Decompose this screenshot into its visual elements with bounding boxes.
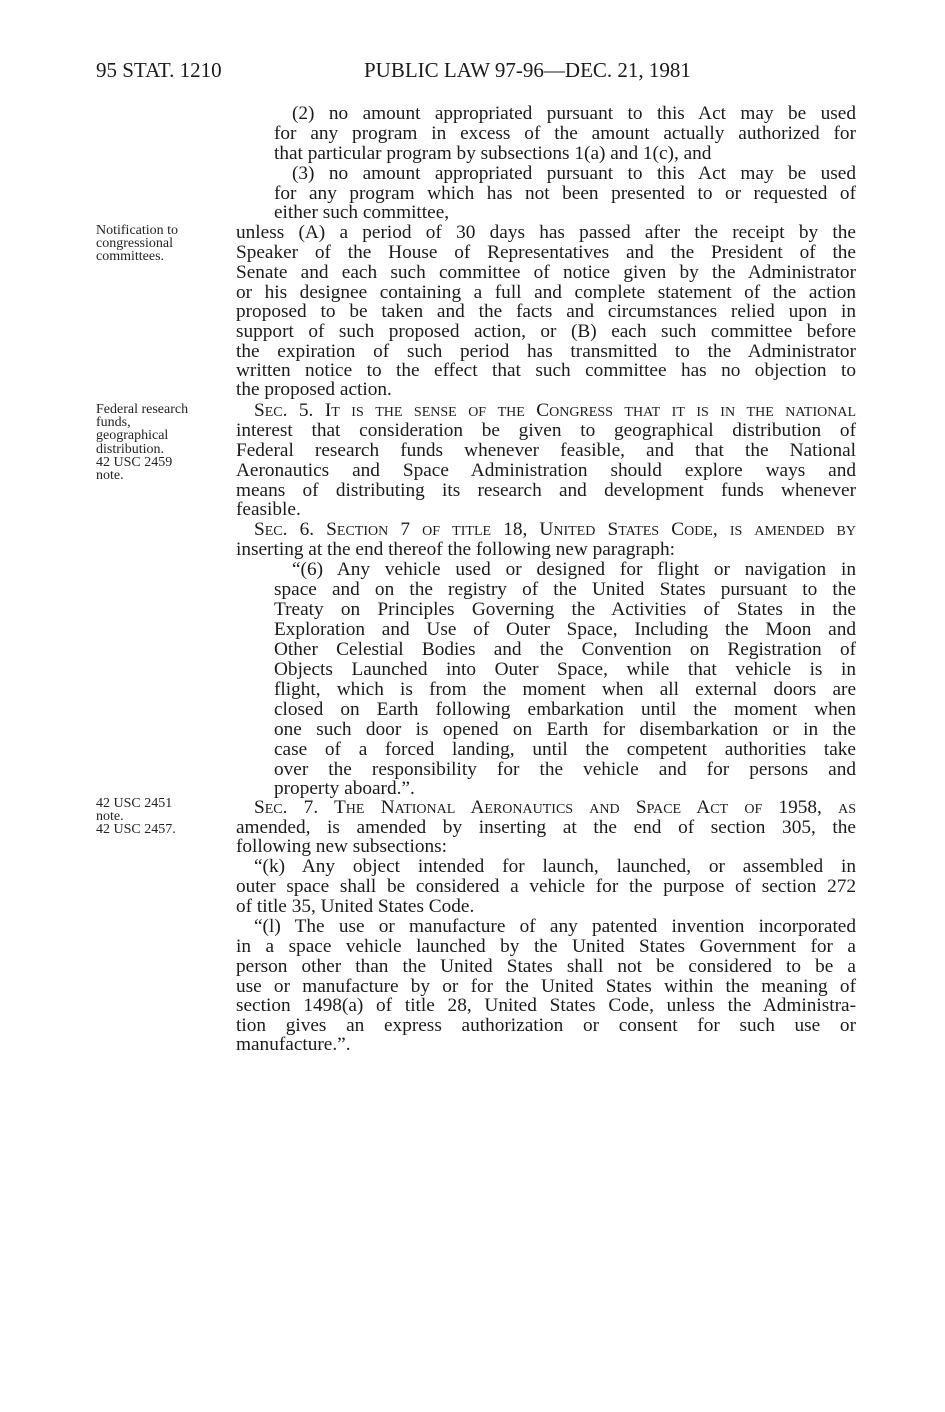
body-line: or his designee containing a full and complete statement of the action [236,282,856,303]
section-6-line: Sec. 6. Section 7 of title 18, United States Code, is amended by [254,519,856,540]
body-line: section 1498(a) of title 28, United States Code, unless the Administra- [236,995,856,1016]
body-line: interest that consideration be given to geographical distribution of [236,420,856,441]
body-line: closed on Earth following embarkation until the moment when [274,699,856,720]
body-line: means of distributing its research and development funds whenever [236,480,856,501]
body-line: feasible. [236,499,301,520]
margin-note-notification [96,224,226,264]
statute-page-number: 95 STAT. 1210 [96,58,222,82]
body-line: either such committee, [274,202,450,223]
body-line: Exploration and Use of Outer Space, Including the Moon and [274,619,856,640]
body-line: following new subsections: [236,836,448,857]
body-line: Speaker of the House of Representatives and the President of the [236,242,856,263]
margin-note-line: Notification to [96,223,179,238]
body-line: over the responsibility for the vehicle and for persons and [274,759,856,780]
body-line: Treaty on Principles Governing the Activities of States in the [274,599,856,620]
body-line: of title 35, United States Code. [236,896,475,917]
body-line: property aboard.”. [274,778,415,799]
body-line: case of a forced landing, until the competent authorities take [274,739,856,760]
body-line: manufacture.”. [236,1034,351,1055]
margin-note-line: note. [96,809,124,825]
margin-note-line: 42 USC 2459 [96,454,173,470]
body-line: inserting at the end thereof the following new paragraph: [236,539,676,560]
body-line: “(6) Any vehicle used or designed for flight or navigation in [292,559,856,580]
body-line: support of such proposed action, or (B) each such committee before [236,321,856,342]
margin-note-line: 42 USC 2451 [96,796,173,811]
body-line: one such door is opened on Earth for disembarkation or in the [274,719,856,740]
margin-note-research-funds [96,403,226,482]
body-line: for any program which has not been presented to or requested of [274,183,856,204]
body-line: Senate and each such committee of notice given by the Administrator [236,262,856,283]
margin-note-line: distribution. [96,441,165,457]
margin-note-line: committees. [96,249,165,265]
margin-note-line: 42 USC 2457. [96,822,176,838]
body-line: Other Celestial Bodies and the Convention on Registration of [274,639,856,660]
body-line: in a space vehicle launched by the United States Government for a [236,936,856,957]
body-line: Aeronautics and Space Administration should explore ways and [236,460,856,481]
body-line: (2) no amount appropriated pursuant to this Act may be used [292,103,856,124]
body-line: the expiration of such period has transmitted to the Administrator [236,341,856,362]
section-7-line: Sec. 7. The National Aeronautics and Space Act of 1958, as [254,797,856,818]
body-line: Federal research funds whenever feasible, and that the National [236,440,856,461]
body-line: use or manufacture by or for the United States within the meaning of [236,976,856,997]
margin-note-line: funds, [96,415,131,431]
body-line: space and on the registry of the United States pursuant to the [274,579,856,600]
body-line: “(k) Any object intended for launch, launched, or assembled in [254,856,856,877]
body-line: outer space shall be considered a vehicle for the purpose of section 272 [236,876,856,897]
body-line: “(l) The use or manufacture of any patented invention incorporated [254,916,856,937]
public-law-title: PUBLIC LAW 97-96—DEC. 21, 1981 [364,58,691,82]
body-line: amended, is amended by inserting at the end of section 305, the [236,817,856,838]
body-line: person other than the United States shall not be considered to be a [236,956,856,977]
margin-note-line: congressional [96,236,173,252]
body-line: that particular program by subsections 1(a) and 1(c), and [274,143,712,164]
body-line: for any program in excess of the amount actually authorized for [274,123,856,144]
body-line: proposed to be taken and the facts and circumstances relied upon in [236,301,856,322]
margin-note-line: geographical [96,428,169,444]
body-line: unless (A) a period of 30 days has passed after the receipt by the [236,222,856,243]
body-line: flight, which is from the moment when all external doors are [274,679,856,700]
body-line: written notice to the effect that such committee has no objection to [236,360,856,381]
body-line: (3) no amount appropriated pursuant to this Act may be used [292,163,856,184]
body-line: the proposed action. [236,379,392,400]
body-line: tion gives an express authorization or consent for such use or [236,1015,856,1036]
margin-note-line: Federal research [96,402,189,417]
margin-note-line: note. [96,468,124,484]
section-5-line: Sec. 5. It is the sense of the Congress that it is in the national [254,400,856,421]
margin-note-usc [96,797,226,837]
body-line: Objects Launched into Outer Space, while that vehicle is in [274,659,856,680]
page-header [96,58,856,88]
